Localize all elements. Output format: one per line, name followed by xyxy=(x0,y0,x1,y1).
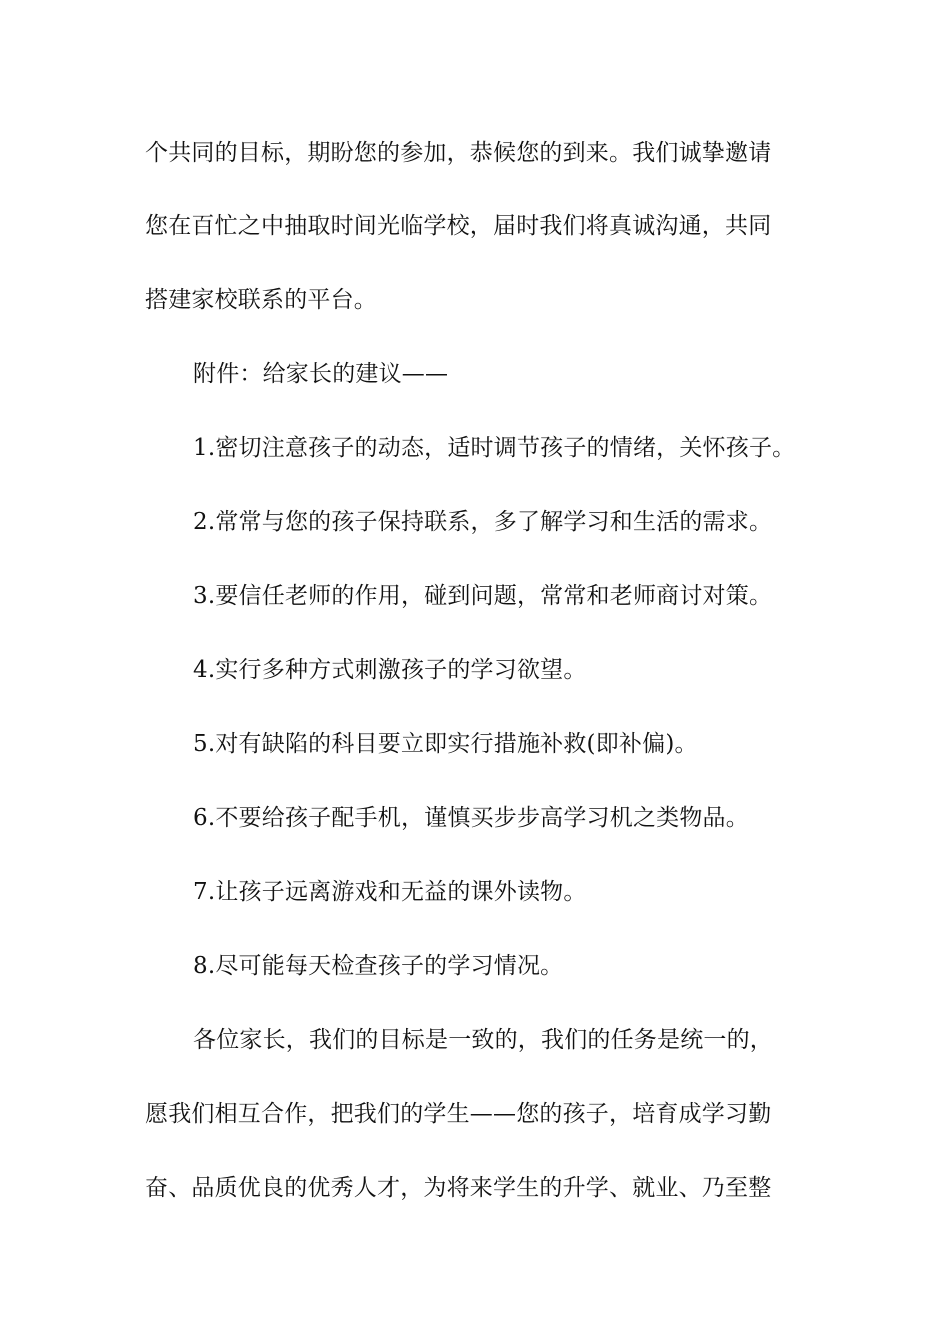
list-item: 3.要信任老师的作用，碰到问题，常常和老师商讨对策。 xyxy=(193,583,773,609)
list-item: 8.尽可能每天检查孩子的学习情况。 xyxy=(193,953,564,979)
list-item: 4.实行多种方式刺激孩子的学习欲望。 xyxy=(193,657,587,683)
list-item: 1.密切注意孩子的动态，适时调节孩子的情绪，关怀孩子。 xyxy=(193,435,796,461)
paragraph-line: 搭建家校联系的平台。 xyxy=(145,287,377,313)
attachment-heading: 附件：给家长的建议—— xyxy=(193,361,449,387)
list-item: 7.让孩子远离游戏和无益的课外读物。 xyxy=(193,879,587,905)
list-item: 5.对有缺陷的科目要立即实行措施补救(即补偏)。 xyxy=(193,731,698,757)
list-item: 2.常常与您的孩子保持联系，多了解学习和生活的需求。 xyxy=(193,509,773,535)
paragraph-line: 您在百忙之中抽取时间光临学校，届时我们将真诚沟通，共同 xyxy=(145,213,772,239)
paragraph-line: 个共同的目标，期盼您的参加，恭候您的到来。我们诚挚邀请 xyxy=(145,140,772,166)
paragraph-line: 奋、品质优良的优秀人才，为将来学生的升学、就业、乃至整 xyxy=(145,1175,772,1201)
list-item: 6.不要给孩子配手机，谨慎买步步高学习机之类物品。 xyxy=(193,805,749,831)
paragraph-line: 各位家长，我们的目标是一致的，我们的任务是统一的， xyxy=(193,1027,773,1053)
paragraph-line: 愿我们相互合作，把我们的学生——您的孩子，培育成学习勤 xyxy=(145,1101,772,1127)
